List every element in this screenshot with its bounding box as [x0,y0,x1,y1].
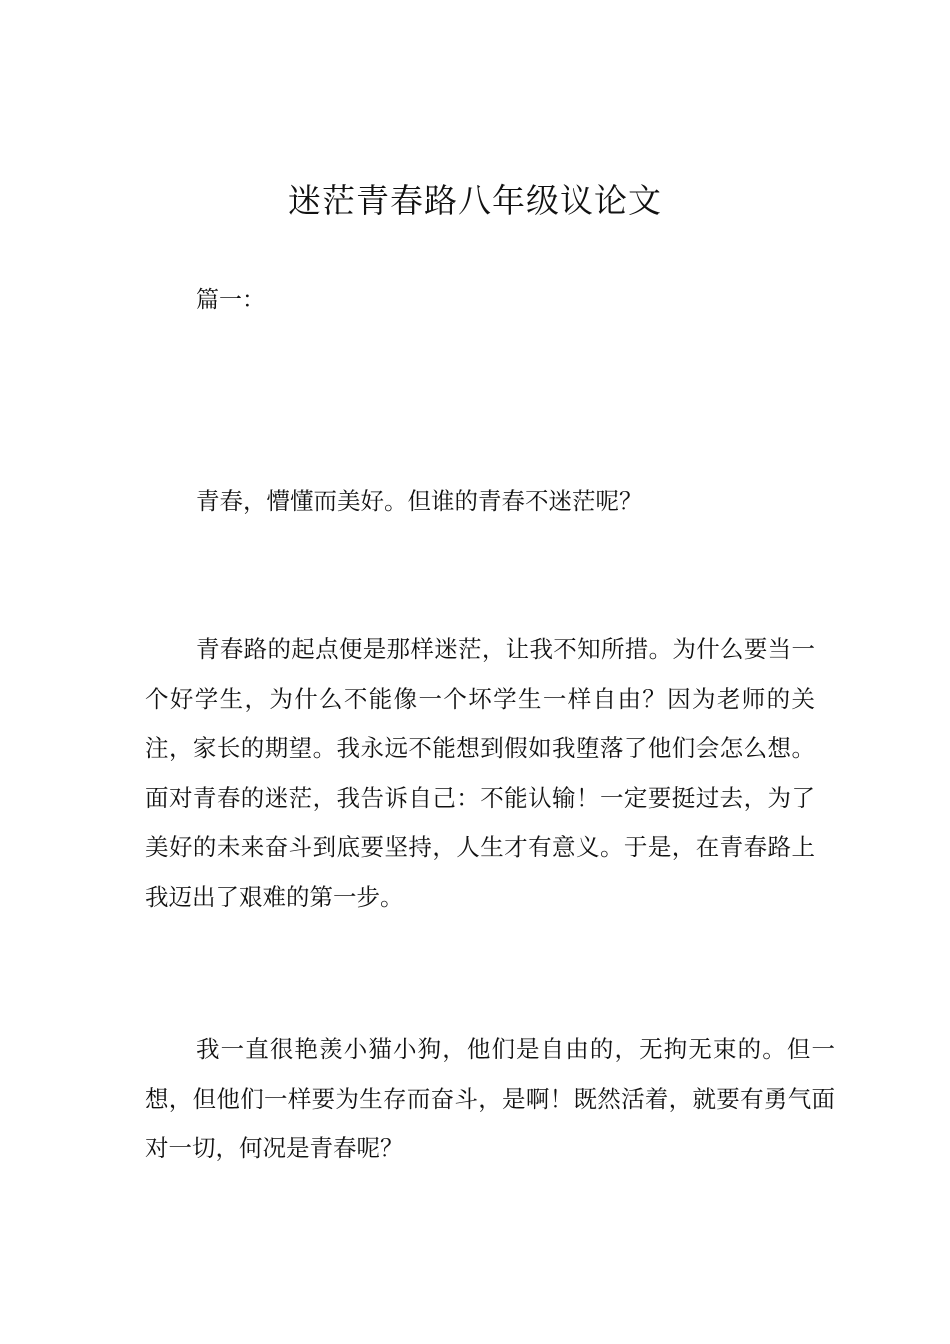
paragraph-3: 我一直很艳羡小猫小狗，他们是自由的，无拘无束的。但一想，但他们一样要为生存而奋斗，是啊！既然活着，就要有勇气面对一切，何况是青春呢？ [145,1035,835,1162]
section-label: 篇一： [196,287,265,313]
document-title: 迷茫青春路八年级议论文 [288,181,662,220]
paragraph-1: 青春，懵懂而美好。但谁的青春不迷茫呢？ [196,487,643,515]
paragraph-2: 青春路的起点便是那样迷茫，让我不知所措。为什么要当一个好学生，为什么不能像一个坏学生一样自由？因为老师的关注，家长的期望。我永远不能想到假如我堕落了他们会怎么想。面对青春的迷茫，我告诉自己：不能认输！一定要挺过去，为了美好的未来奋斗到底要坚持，人生才有意义。于是，在青春路上我迈出了艰难的第一步。 [145,635,815,911]
